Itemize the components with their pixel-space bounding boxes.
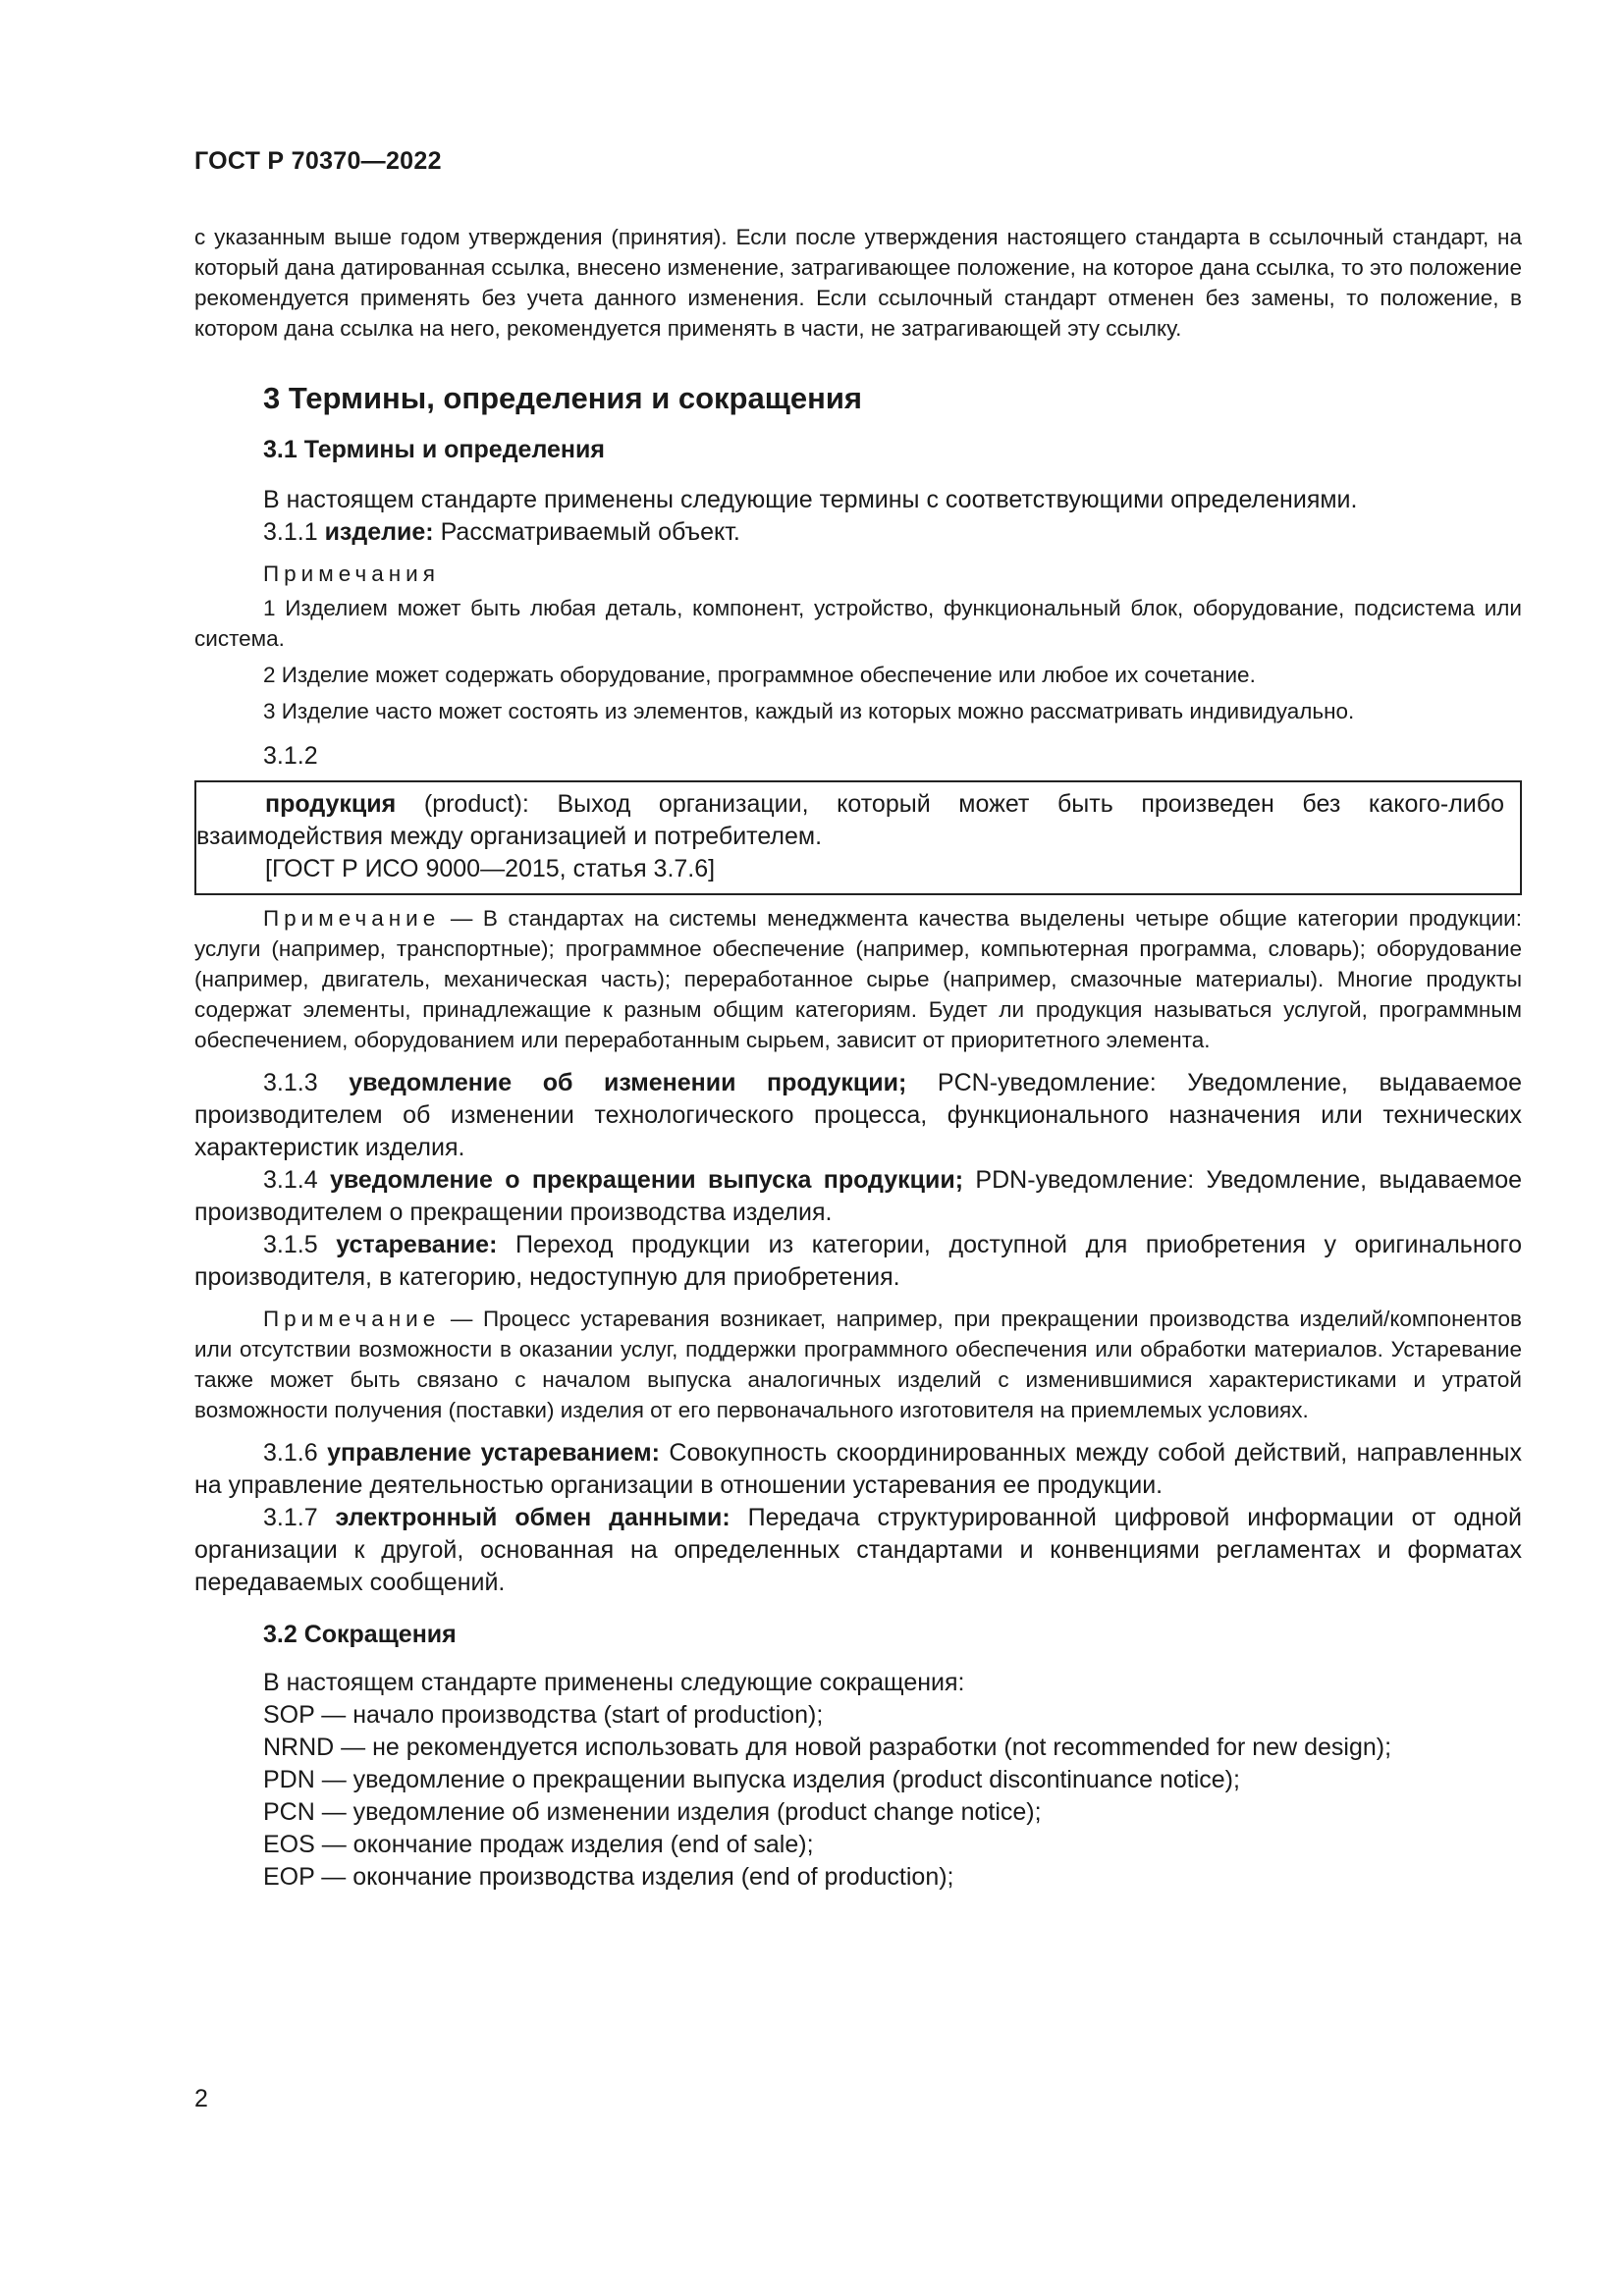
term-definition: Совокупность скоординированных между собой действий, направленных на управление деятельностью организации в отношении устаревания ее продукции.: [194, 1439, 1522, 1499]
term-3-1-7: [194, 1502, 1522, 1599]
term-number: 3.1.7: [263, 1504, 318, 1531]
term-name: электронный обмен данными:: [335, 1504, 731, 1531]
term-name: уведомление об изменении продукции;: [349, 1069, 907, 1096]
section-3-2-title: 3.2 Сокращения: [263, 1621, 457, 1648]
term-3-1-5: [194, 1229, 1522, 1294]
abbreviation-item: EOP — окончание производства изделия (end of production);: [263, 1863, 954, 1891]
section-3-1-title: 3.1 Термины и определения: [263, 436, 605, 463]
term-definition: PDN-уведомление: Уведомление, выдаваемое производителем о прекращении производства изделия.: [194, 1166, 1523, 1226]
abbreviation-item: SOP — начало производства (start of production);: [263, 1701, 824, 1729]
note-label: Примечание: [263, 1307, 441, 1331]
term-number: 3.1.4: [263, 1166, 318, 1194]
abbreviation-item: EOS — окончание продаж изделия (end of sale);: [263, 1831, 814, 1858]
term-definition: Переход продукции из категории, доступной для приобретения у оригинального производителя, в категорию, недоступную для приобретения.: [194, 1231, 1523, 1291]
term-number: 3.1.1: [263, 518, 318, 546]
term-3-1-6: [194, 1437, 1522, 1502]
section-3-1-intro: В настоящем стандарте применены следующие термины с соответствующими определениями.: [263, 486, 1358, 513]
note-text: — В стандартах на системы менеджмента качества выделены четыре общие категории продукции: услуги (например, транспортные); программное обеспечение (например, компьютерная программа, словарь); оборудование (например, двигатель, механическая часть); переработанное сырье (например, смазочные материалы). Многие продукты содержат элементы, принадлежащие к разным общим категориям. Будет ли продукция называться услугой, программным обеспечением, оборудованием или переработанным сырьем, зависит от приоритетного элемента.: [194, 906, 1522, 1052]
term-name: уведомление о прекращении выпуска продукции;: [329, 1166, 964, 1194]
term-definition: (product): Выход организации, который может быть произведен без какого-либо взаимодействия между организацией и потребителем.: [196, 790, 1504, 850]
abbreviation-item: PDN — уведомление о прекращении выпуска изделия (product discontinuance notice);: [263, 1766, 1240, 1793]
section-3-title: 3 Термины, определения и сокращения: [263, 381, 862, 415]
term-name: изделие:: [324, 518, 434, 546]
intro-paragraph: с указанным выше годом утверждения (принятия). Если после утверждения настоящего стандарта в ссылочный стандарт, на который дана датированная ссылка, внесено изменение, затрагивающее положение, на которое дана ссылка, то это положение рекомендуется применять без учета данного изменения. Если ссылочный стандарт отменен без замены, то положение, в котором дана ссылка на него, рекомендуется применять в части, не затрагивающей эту ссылку.: [194, 225, 1522, 341]
term-3-1-2-box: [194, 780, 1522, 895]
term-definition: PCN-уведомление: Уведомление, выдаваемое производителем об изменении технологического процесса, функционального назначения или технических характеристик изделия.: [194, 1069, 1522, 1161]
term-3-1-5-note: [194, 1304, 1522, 1425]
term-name: управление устареванием:: [327, 1439, 660, 1467]
abbreviation-item: NRND — не рекомендуется использовать для новой разработки (not recommended for new design);: [263, 1734, 1392, 1761]
term-3-1-4: [194, 1164, 1522, 1229]
term-definition: Рассматриваемый объект.: [440, 518, 740, 546]
term-number: 3.1.6: [263, 1439, 318, 1467]
term-3-1-2-number: 3.1.2: [263, 742, 318, 770]
note-item: 2 Изделие может содержать оборудование, программное обеспечение или любое их сочетание.: [263, 663, 1256, 687]
document-code-header: ГОСТ Р 70370—2022: [194, 147, 442, 175]
term-3-1-2-note: [194, 903, 1522, 1055]
page-content: [194, 222, 1522, 1894]
term-3-1-3: [194, 1067, 1522, 1164]
term-number: 3.1.5: [263, 1231, 318, 1258]
term-source: [ГОСТ Р ИСО 9000—2015, статья 3.7.6]: [265, 855, 716, 882]
abbreviation-item: PCN — уведомление об изменении изделия (product change notice);: [263, 1798, 1042, 1826]
term-3-1-2-definition: [196, 788, 1504, 853]
note-item: 1 Изделием может быть любая деталь, компонент, устройство, функциональный блок, оборудование, подсистема или система.: [194, 596, 1522, 651]
term-name: продукция: [265, 790, 397, 818]
page-number: 2: [194, 2085, 208, 2112]
note-text: — Процесс устаревания возникает, например, при прекращении производства изделий/компонентов или отсутствии возможности в оказании услуг, поддержки программного обеспечения или обработки материалов. Устаревание также может быть связано с началом выпуска аналогичных изделий с изменившимися характеристиками и утратой возможности получения (поставки) изделия от его первоначального изготовителя на приемлемых условиях.: [194, 1307, 1522, 1422]
term-number: 3.1.3: [263, 1069, 318, 1096]
note-item: 3 Изделие часто может состоять из элементов, каждый из которых можно рассматривать индивидуально.: [263, 699, 1355, 723]
notes-label: Примечания: [263, 561, 440, 586]
term-3-1-1: [194, 516, 1522, 549]
section-3-2-intro: В настоящем стандарте применены следующие сокращения:: [263, 1669, 965, 1696]
term-definition: Передача структурированной цифровой информации от одной организации к другой, основанная на определенных стандартами и конвенциями регламентах и форматах передаваемых сообщений.: [194, 1504, 1522, 1596]
note-label: Примечание: [263, 906, 441, 931]
term-name: устаревание:: [336, 1231, 498, 1258]
